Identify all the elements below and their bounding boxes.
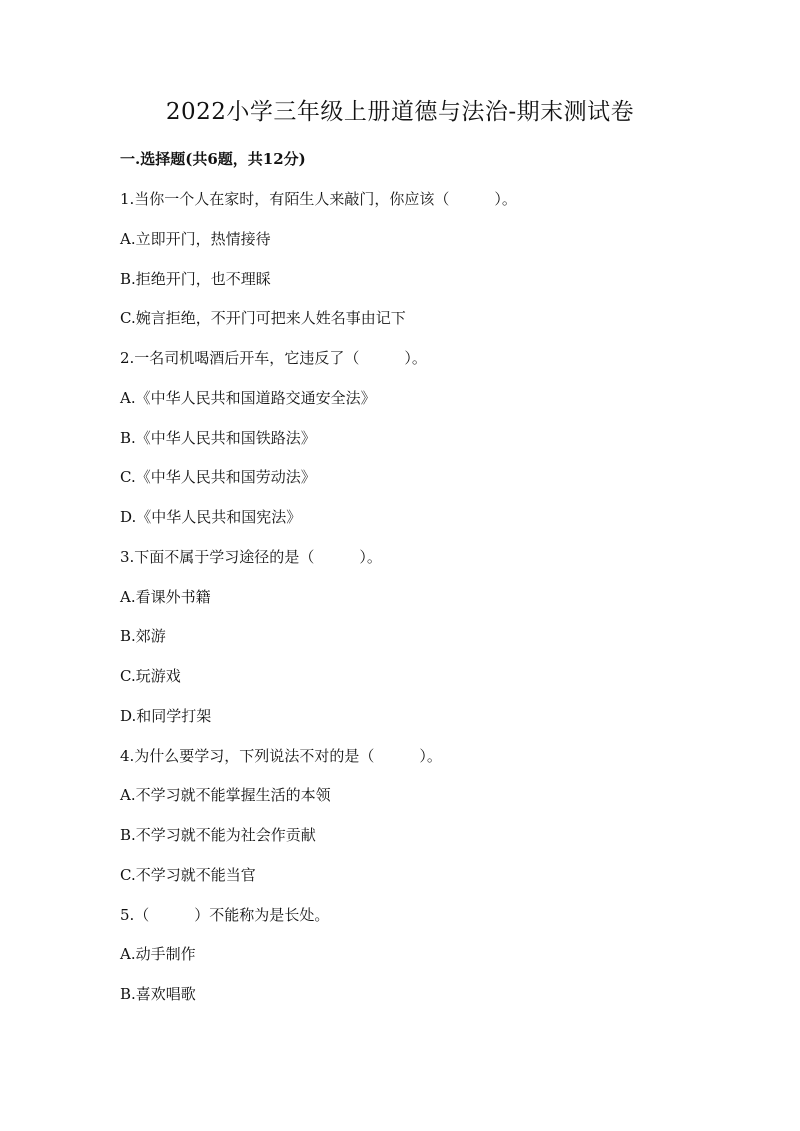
question-4-stem: 4.为什么要学习，下列说法不对的是（ ）。	[120, 746, 442, 765]
question-1-option-b: B.拒绝开门，也不理睬	[120, 269, 271, 288]
question-1-option-a: A.立即开门，热情接待	[120, 229, 271, 248]
question-2-option-c: C.《中华人民共和国劳动法》	[120, 468, 316, 487]
question-2-option-a: A.《中华人民共和国道路交通安全法》	[120, 388, 376, 407]
question-2-option-d: D.《中华人民共和国宪法》	[120, 508, 302, 526]
question-3-option-d: D.和同学打架	[120, 706, 212, 725]
question-5-stem: 5.（ ）不能称为是长处。	[120, 905, 330, 924]
question-4-option-a: A.不学习就不能掌握生活的本领	[120, 786, 331, 805]
section-heading: 一.选择题(共6题，共12分)	[120, 150, 306, 168]
question-3-option-a: A.看课外书籍	[120, 587, 211, 606]
question-list	[120, 188, 720, 1023]
question-1-stem: 1.当你一个人在家时，有陌生人来敲门，你应该（ ）。	[120, 190, 517, 208]
question-4-option-c: C.不学习就不能当官	[120, 865, 256, 884]
question-3-option-c: C.玩游戏	[120, 667, 181, 685]
question-3-option-b: B.郊游	[120, 627, 166, 646]
question-5-option-b: B.喜欢唱歌	[120, 985, 196, 1003]
question-3-stem: 3.下面不属于学习途径的是（ ）。	[120, 547, 382, 566]
question-1-option-c: C.婉言拒绝，不开门可把来人姓名事由记下	[120, 309, 406, 328]
page-title: 2022小学三年级上册道德与法治-期末测试卷	[165, 99, 635, 125]
question-4-option-b: B.不学习就不能为社会作贡献	[120, 826, 316, 844]
question-2-stem: 2.一名司机喝酒后开车，它违反了（ ）。	[120, 349, 427, 367]
question-2-option-b: B.《中华人民共和国铁路法》	[120, 428, 316, 447]
question-5-option-a: A.动手制作	[120, 945, 196, 964]
